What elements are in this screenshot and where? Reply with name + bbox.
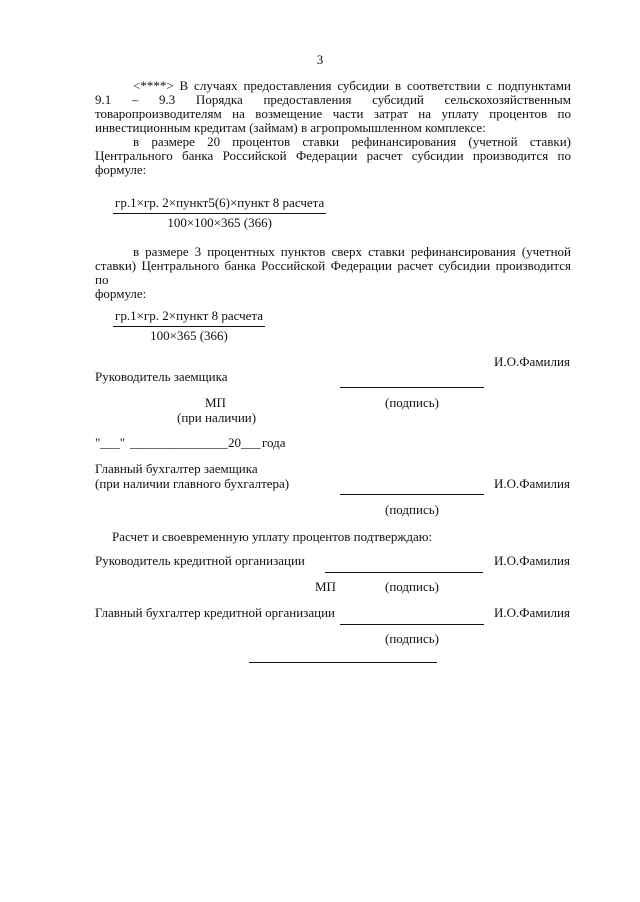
stamp-note: (при наличии)	[177, 410, 257, 425]
bank-head-name: И.О.Фамилия	[494, 553, 570, 568]
borrower-head-signature-line	[340, 387, 484, 388]
stamp-label: МП	[315, 579, 336, 594]
bank-head-signature-line	[325, 572, 483, 573]
footnote-line: товаропроизводителям на возмещение части затрат на уплату процентов по	[95, 106, 571, 121]
footnote-line: <****> В случаях предоставления субсидии в соответствии с подпунктами	[133, 78, 571, 93]
page-number: 3	[316, 52, 324, 67]
formula-denominator: 100×365 (366)	[150, 328, 228, 343]
date-day: "___"	[95, 435, 126, 450]
bank-chief-signature-line	[340, 624, 484, 625]
date-word: года	[262, 435, 286, 450]
formula-1	[113, 196, 326, 230]
footnote-line: 9.1 – 9.3 Порядка предоставления субсидий сельскохозяйственным	[95, 92, 571, 107]
formula-2	[113, 309, 265, 343]
paragraph-line: в размере 3 процентных пунктов сверх ставки рефинансирования (учетной	[133, 244, 571, 259]
confirmation-text: Расчет и своевременную уплату процентов подтверждаю:	[112, 529, 433, 544]
footnote-line: инвестиционным кредитам (займам) в агропромышленном комплексе:	[95, 120, 486, 135]
signature-caption: (подпись)	[385, 395, 439, 410]
formula-numerator: гр.1×гр. 2×пункт 8 расчета	[113, 309, 265, 327]
borrower-head-label: Руководитель заемщика	[95, 369, 228, 384]
borrower-chief-name: И.О.Фамилия	[494, 476, 570, 491]
date-year: 20___	[228, 435, 261, 450]
borrower-chief-signature-line	[340, 494, 484, 495]
borrower-chief-label: Главный бухгалтер заемщика	[95, 461, 258, 476]
borrower-chief-note: (при наличии главного бухгалтера)	[95, 476, 290, 491]
rate-20-paragraph	[95, 135, 571, 177]
formula-numerator: гр.1×гр. 2×пункт5(6)×пункт 8 расчета	[113, 196, 326, 214]
signature-caption: (подпись)	[385, 631, 439, 646]
closing-rule	[249, 662, 437, 663]
paragraph-line: формуле:	[95, 286, 147, 301]
footnote-paragraph	[95, 79, 571, 135]
formula-denominator: 100×100×365 (366)	[167, 215, 272, 230]
paragraph-line: в размере 20 процентов ставки рефинансирования (учетной ставки)	[133, 134, 571, 149]
signature-caption: (подпись)	[385, 579, 439, 594]
borrower-head-name: И.О.Фамилия	[494, 354, 570, 369]
rate-3-paragraph	[95, 245, 571, 301]
date-month: _______________	[130, 435, 228, 450]
paragraph-line: Центрального банка Российской Федерации расчет субсидии производится по	[95, 148, 571, 163]
stamp-label: МП	[205, 395, 226, 410]
bank-chief-name: И.О.Фамилия	[494, 605, 570, 620]
paragraph-line: формуле:	[95, 162, 147, 177]
bank-chief-label: Главный бухгалтер кредитной организации	[95, 605, 335, 620]
bank-head-label: Руководитель кредитной организации	[95, 553, 305, 568]
paragraph-line: ставки) Центрального банка Российской Федерации расчет субсидии производится по	[95, 258, 571, 287]
signature-caption: (подпись)	[385, 502, 439, 517]
